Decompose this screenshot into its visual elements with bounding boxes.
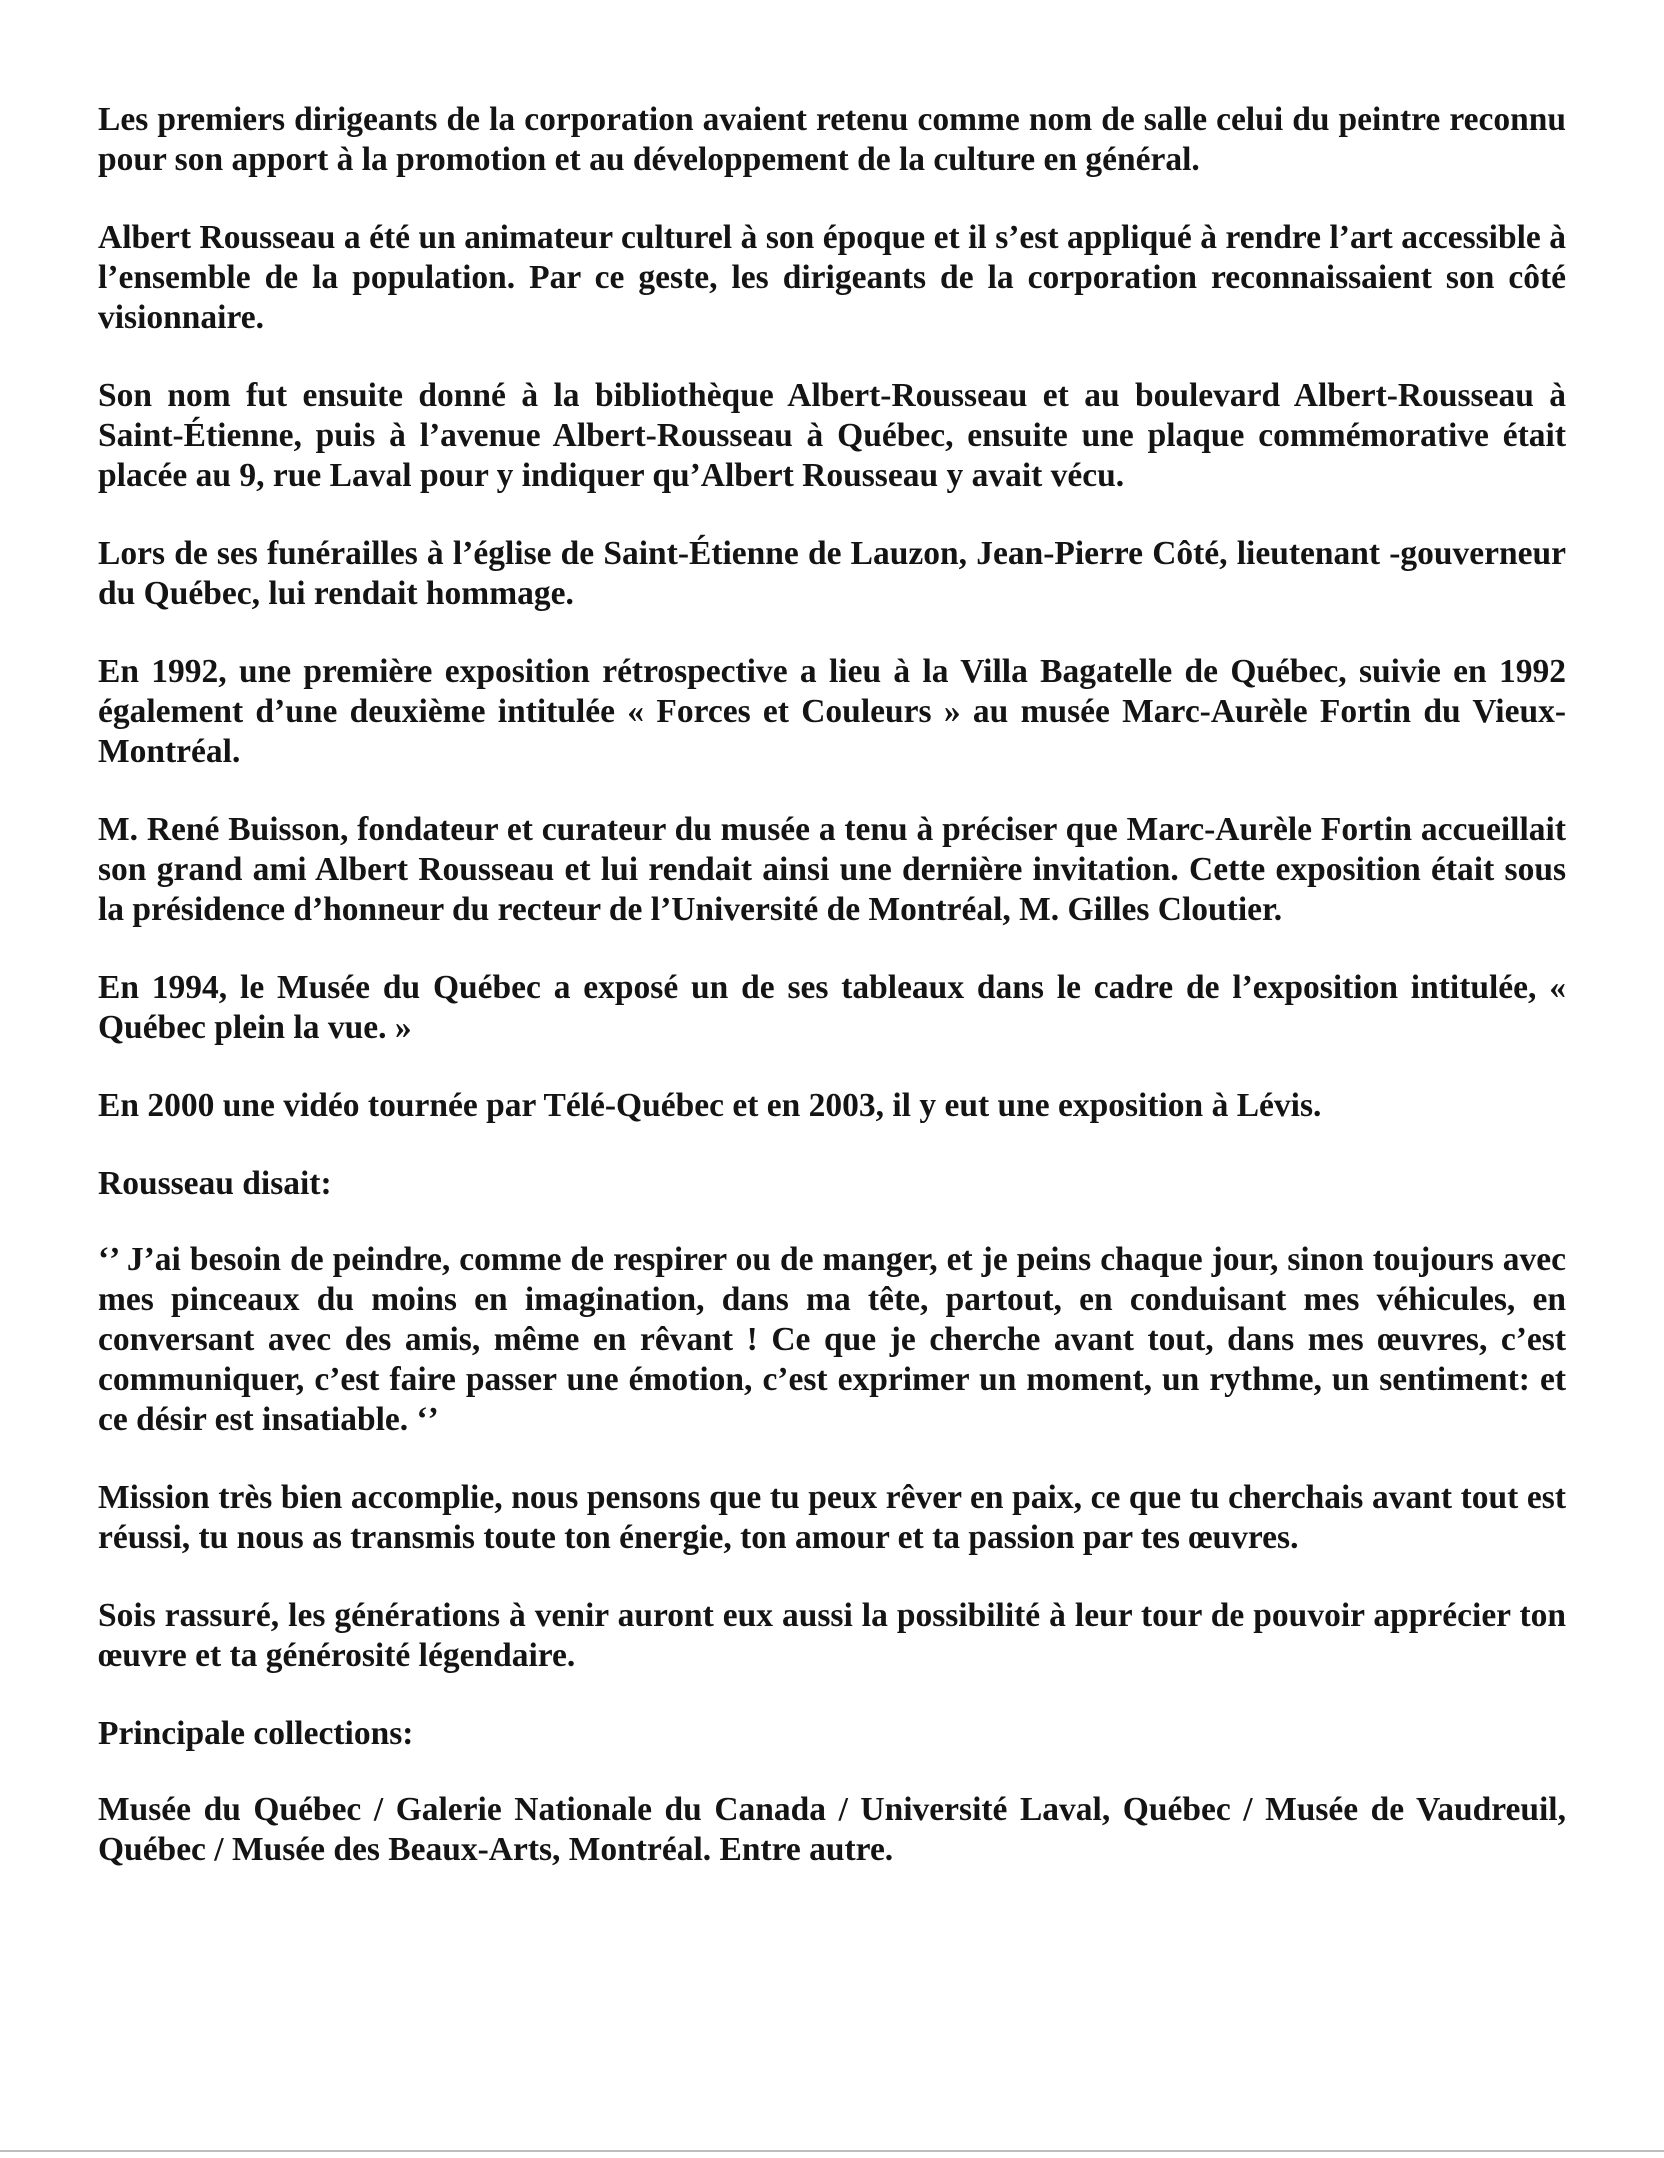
page-bottom-rule [0, 2150, 1664, 2152]
paragraph-1992-exhibitions: En 1992, une première exposition rétrospective a lieu à la Villa Bagatelle de Québec, suivie en 1992 également d’une deuxième intitulée « Forces et Couleurs » au musée Marc-Aurèle Fortin du Vieux-Montréal. [98, 653, 1566, 770]
paragraph-quote: ‘’ J’ai besoin de peindre, comme de respirer ou de manger, et je peins chaque jour, sinon toujours avec mes pinceaux du moins en imagination, dans ma tête, partout, en conduisant mes véhicules, en conversant avec des amis, même en rêvant ! Ce que je cherche avant tout, dans mes œuvres, c’est communiquer, c’est faire passer une émotion, c’est exprimer un moment, un rythme, un sentiment: et ce désir est insatiable. ‘’ [98, 1241, 1566, 1438]
paragraph-2000-2003: En 2000 une vidéo tournée par Télé-Québec et en 2003, il y eut une exposition à Lévis. [98, 1087, 1322, 1124]
paragraph-salle-name: Les premiers dirigeants de la corporation avaient retenu comme nom de salle celui du peintre reconnu pour son apport à la promotion et au développement de la culture en général. [98, 101, 1566, 178]
document-page [98, 100, 1566, 1908]
paragraph-funerals: Lors de ses funérailles à l’église de Saint-Étienne de Lauzon, Jean-Pierre Côté, lieutenant -gouverneur du Québec, lui rendait hommage. [98, 535, 1566, 612]
paragraph-rousseau-disait: Rousseau disait: [98, 1165, 332, 1202]
paragraph-collections-heading: Principale collections: [98, 1715, 414, 1752]
paragraph-mission-accomplie: Mission très bien accomplie, nous pensons que tu peux rêver en paix, ce que tu cherchais avant tout est réussi, tu nous as transmis toute ton énergie, ton amour et ta passion par tes œuvres. [98, 1479, 1566, 1556]
paragraph-collections-list: Musée du Québec / Galerie Nationale du Canada / Université Laval, Québec / Musée de Vaudreuil, Québec / Musée des Beaux-Arts, Montréal. Entre autre. [98, 1791, 1566, 1868]
paragraph-animateur-culturel: Albert Rousseau a été un animateur culturel à son époque et il s’est appliqué à rendre l’art accessible à l’ensemble de la population. Par ce geste, les dirigeants de la corporation reconnaissaient son côté visionnaire. [98, 219, 1566, 336]
paragraph-name-honours: Son nom fut ensuite donné à la bibliothèque Albert-Rousseau et au boulevard Albert-Rousseau à Saint-Étienne, puis à l’avenue Albert-Rousseau à Québec, ensuite une plaque commémorative était placée au 9, rue Laval pour y indiquer qu’Albert Rousseau y avait vécu. [98, 377, 1566, 494]
paragraph-1994-musee: En 1994, le Musée du Québec a exposé un de ses tableaux dans le cadre de l’exposition intitulée, « Québec plein la vue. » [98, 969, 1566, 1046]
paragraph-sois-rassure: Sois rassuré, les générations à venir auront eux aussi la possibilité à leur tour de pouvoir apprécier ton œuvre et ta générosité légendaire. [98, 1597, 1566, 1674]
paragraph-rene-buisson: M. René Buisson, fondateur et curateur du musée a tenu à préciser que Marc-Aurèle Fortin accueillait son grand ami Albert Rousseau et lui rendait ainsi une dernière invitation. Cette exposition était sous la présidence d’honneur du recteur de l’Université de Montréal, M. Gilles Cloutier. [98, 811, 1566, 928]
